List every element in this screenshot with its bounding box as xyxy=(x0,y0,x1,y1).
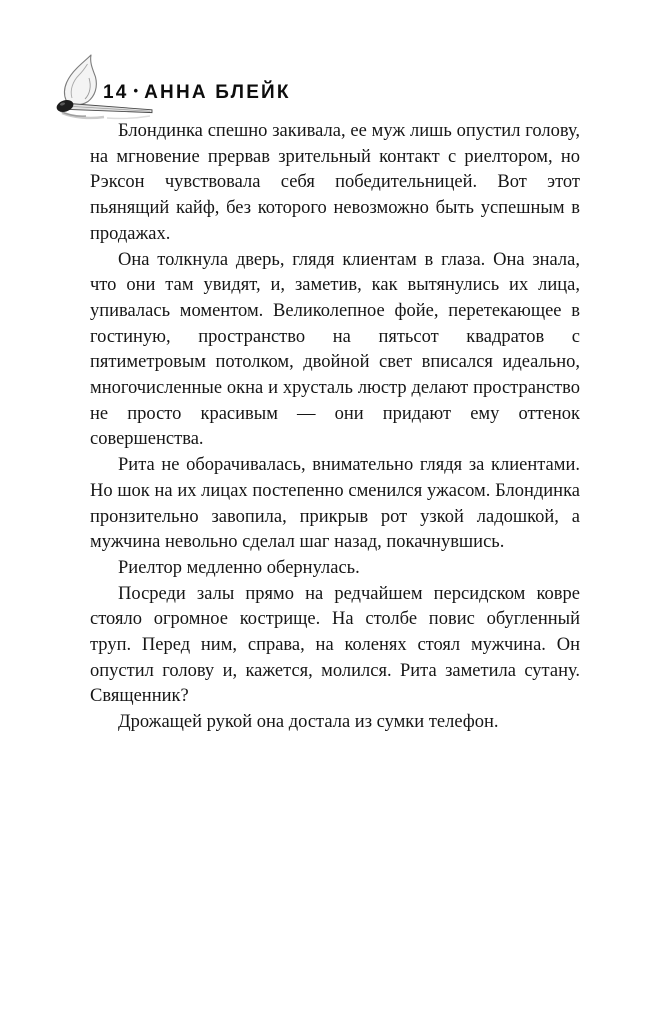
paragraph-3: Рита не оборачивалась, внимательно глядя за клиентами. Но шок на их лицах постепенно сменился ужасом. Блондинка пронзительно завопила, прикрыв рот узкой ладошкой, а мужчина невольно сделал шаг назад, покачнувшись. xyxy=(90,455,580,553)
running-head xyxy=(103,82,291,104)
page-text xyxy=(90,119,580,736)
paragraph-4: Риелтор медленно обернулась. xyxy=(118,557,360,578)
paragraph-6: Дрожащей рукой она достала из сумки телефон. xyxy=(118,712,499,733)
author-name: АННА БЛЕЙК xyxy=(144,82,291,103)
paragraph-2: Она толкнула дверь, глядя клиентам в глаза. Она знала, что они там увидят, и, заметив, как вытянулись их лица, упивалась моментом. Великолепное фойе, перетекающее в гостиную, пространство на пятьсот квадратов с пятиметровым потолком, двойной свет вписался идеально, многочисленные окна и хрусталь люстр делают пространство не просто красивым — они придают ему оттенок совершенства. xyxy=(90,249,580,450)
paragraph-1: Блондинка спешно закивала, ее муж лишь опустил голову, на мгновение прервав зрительный контакт с риелтором, но Рэксон чувствовала себя победительницей. Вот этот пьянящий кайф, без которого невозможно быть успешным в продажах. xyxy=(90,121,580,244)
bullet-separator: • xyxy=(133,83,139,98)
page-number: 14 xyxy=(103,82,129,103)
page-header xyxy=(0,0,661,130)
paragraph-5: Посреди залы прямо на редчайшем персидском ковре стояло огромное кострище. На столбе повис обугленный труп. Перед ним, справа, на коленях стоял мужчина. Он опустил голову и, кажется, молился. Рита заметила сутану. Священник? xyxy=(90,583,580,707)
